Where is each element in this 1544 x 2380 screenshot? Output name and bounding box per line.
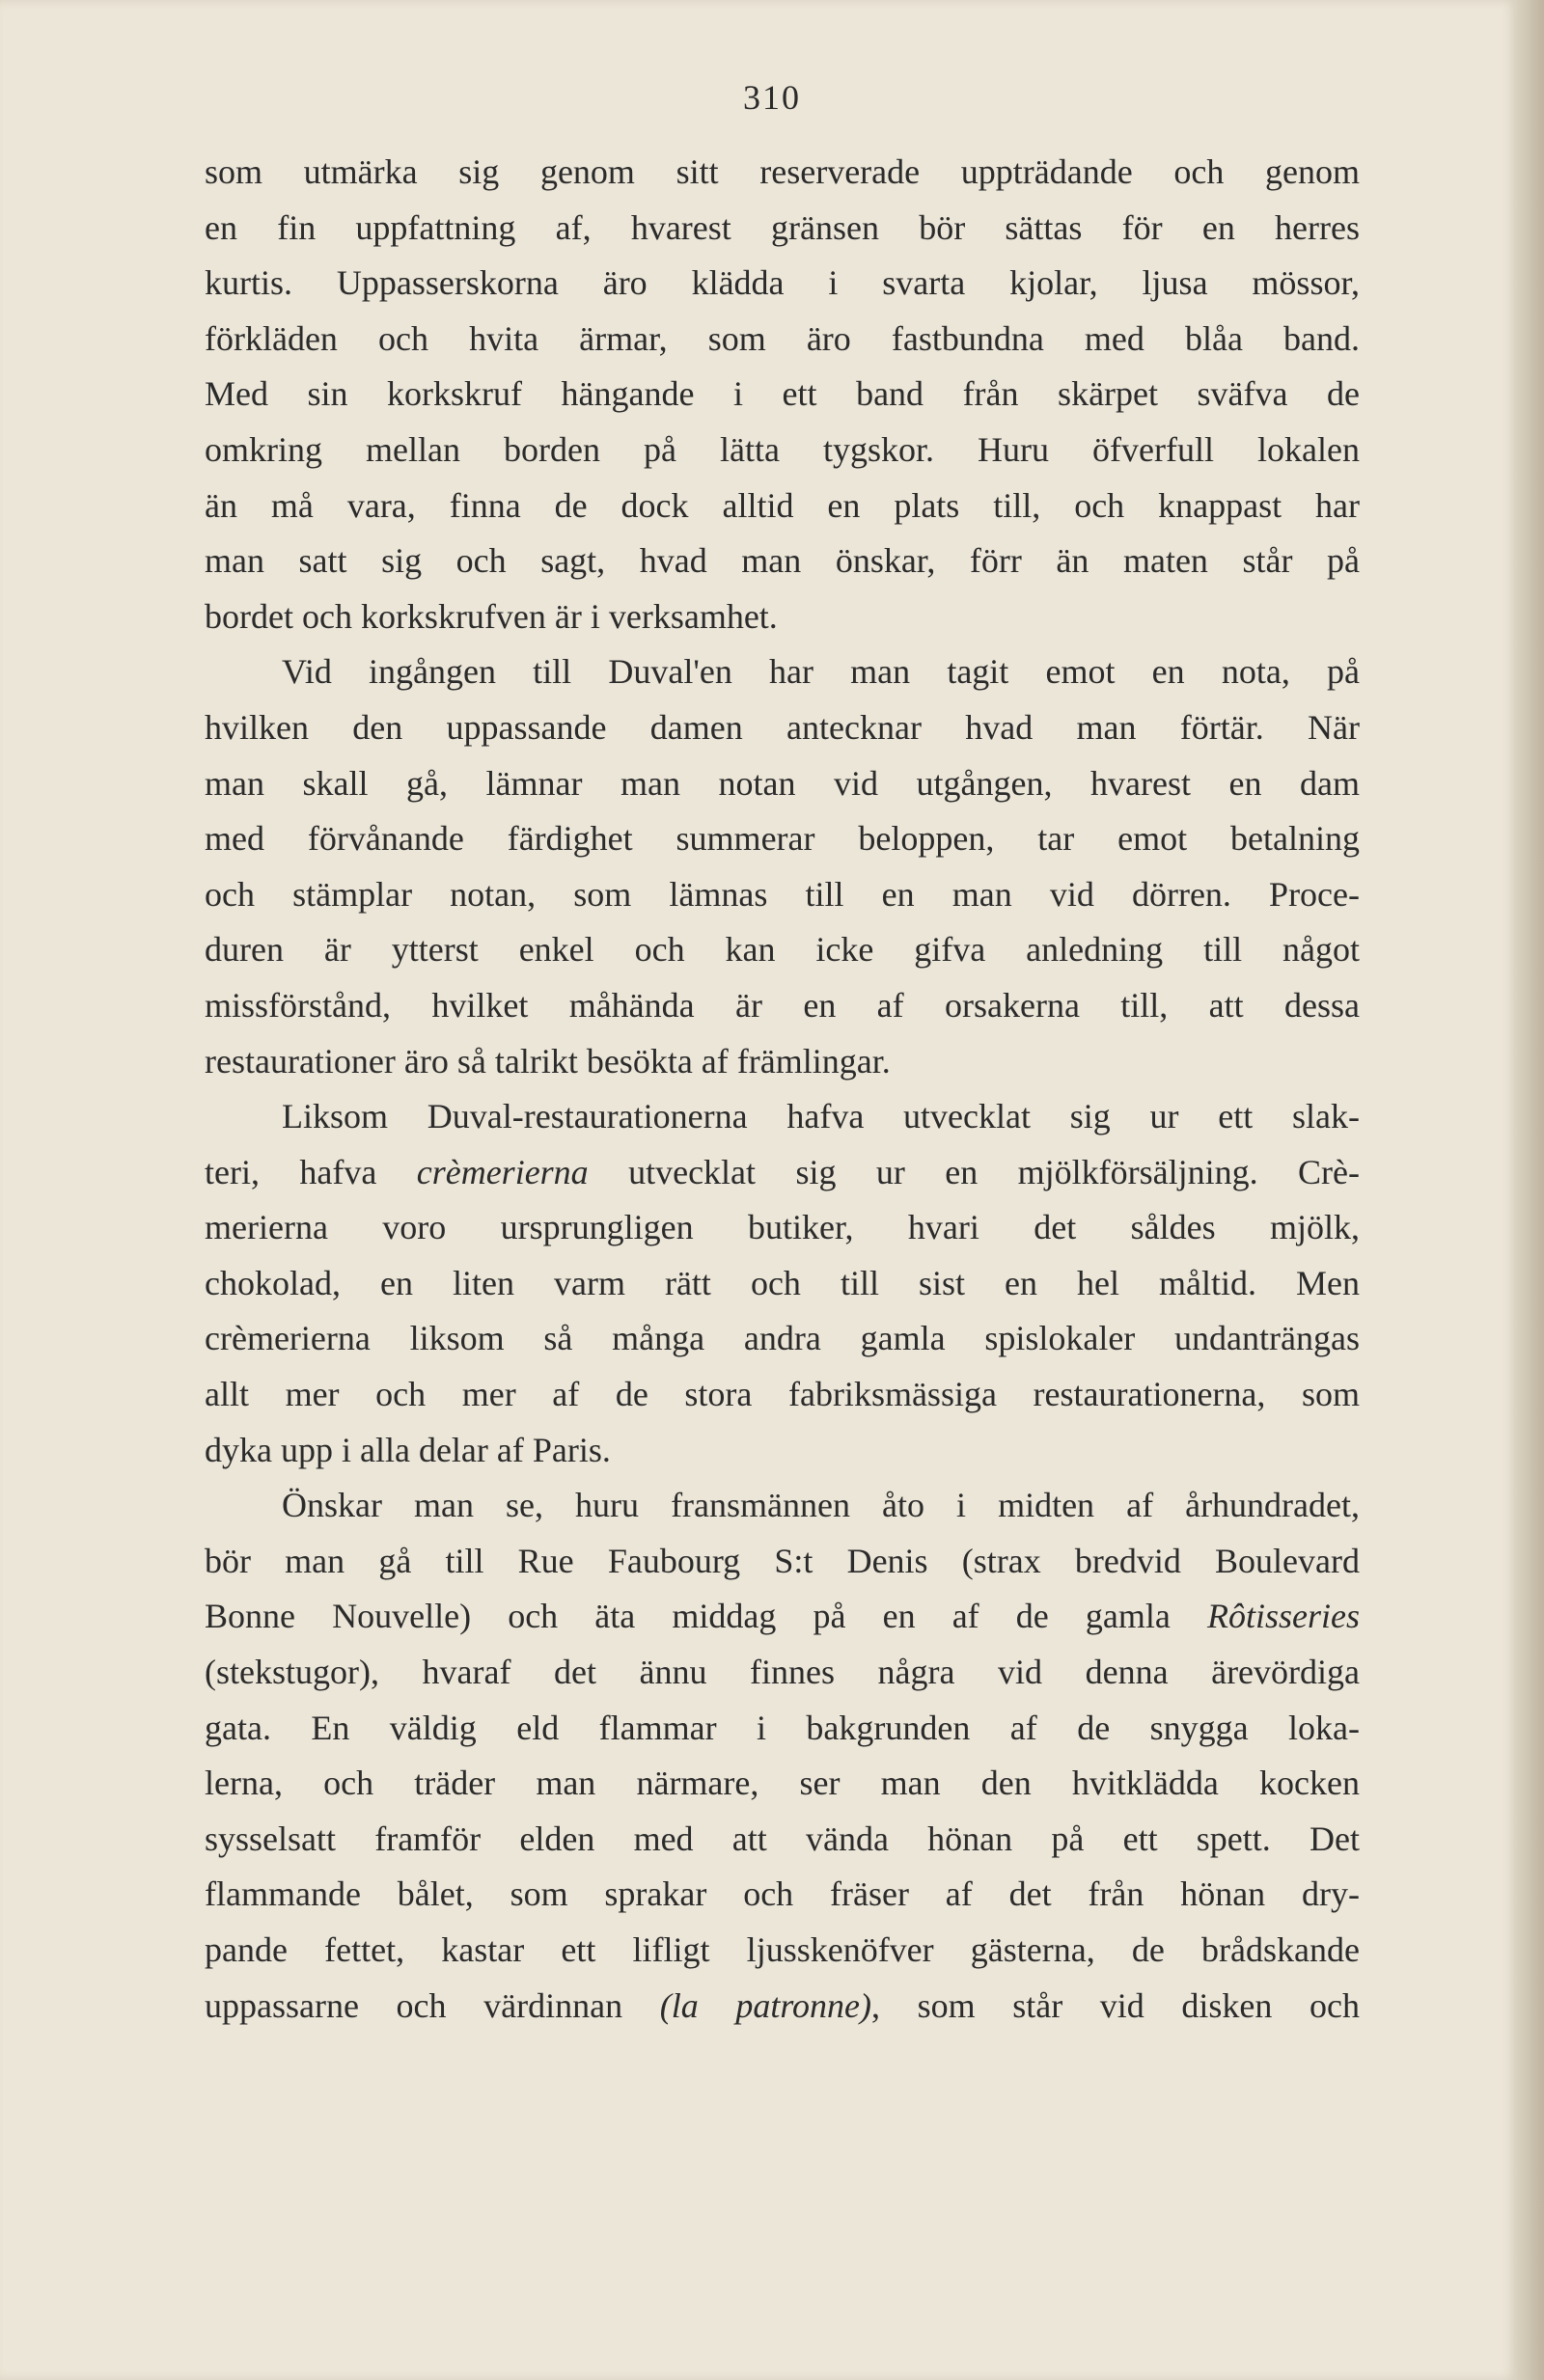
text-line [205, 1979, 1360, 2035]
text-line: Önskar man se, huru fransmännen åto i midten af århundradet, [282, 1486, 1360, 1525]
text-line: restaurationer äro så talrikt besökta af främlingar. [205, 1041, 891, 1081]
text-line: Liksom Duval-restaurationerna hafva utvecklat sig ur ett slak- [282, 1097, 1360, 1136]
text-line: förkläden och hvita ärmar, som äro fastbundna med blåa band. [205, 318, 1360, 358]
text-line: hvilken den uppassande damen antecknar hvad man förtär. När [205, 707, 1360, 747]
text-line: Med sin korkskruf hängande i ett band från skärpet sväfva de [205, 374, 1360, 414]
text-line: kurtis. Uppasserskorna äro klädda i svarta kjolar, ljusa mössor, [205, 263, 1360, 303]
text-line: missförstånd, hvilket måhända är en af orsakerna till, att dessa [205, 985, 1360, 1025]
scan-edge [1517, 0, 1544, 2380]
italic-term: (la patronne) [659, 1985, 871, 2025]
text-line: bordet och korkskrufven är i verksamhet. [205, 596, 778, 636]
text-line [205, 1145, 1360, 1201]
text-line: duren är ytterst enkel och kan icke gifva anledning till något [205, 930, 1360, 970]
body-text [205, 145, 1360, 2034]
text-line: (stekstugor), hvaraf det ännu finnes några vid denna ärevördiga [205, 1653, 1360, 1692]
text-segment: , som står vid disken och [870, 1985, 1360, 2025]
text-segment: utvecklat sig ur en mjölkförsäljning. Crè- [588, 1152, 1360, 1191]
text-line: gata. En väldig eld flammar i bakgrunden af de snygga loka- [205, 1708, 1360, 1747]
text-segment: uppassarne och värdinnan [205, 1985, 660, 2025]
italic-term: Rôtisseries [1207, 1597, 1360, 1636]
text-line: flammande bålet, som sprakar och fräser af det från hönan dry- [205, 1874, 1360, 1914]
text-line: bör man gå till Rue Faubourg S:t Denis (strax bredvid Boulevard [205, 1541, 1360, 1580]
text-segment: Bonne Nouvelle) och äta middag på en af de gamla [205, 1597, 1207, 1636]
text-line: man satt sig och sagt, hvad man önskar, förr än maten står på [205, 541, 1360, 581]
text-line: sysselsatt framför elden med att vända hönan på ett spett. Det [205, 1819, 1360, 1858]
text-line: dyka upp i alla delar af Paris. [205, 1430, 611, 1469]
page-number: 310 [743, 78, 801, 117]
text-line: som utmärka sig genom sitt reserverade uppträdande och genom [205, 152, 1360, 191]
text-line: och stämplar notan, som lämnas till en man vid dörren. Proce- [205, 874, 1360, 914]
text-line: en fin uppfattning af, hvarest gränsen bör sättas för en herres [205, 207, 1360, 247]
text-line: man skall gå, lämnar man notan vid utgången, hvarest en dam [205, 763, 1360, 803]
text-line: chokolad, en liten varm rätt och till sist en hel måltid. Men [205, 1263, 1360, 1302]
text-line: allt mer och mer af de stora fabriksmässiga restaurationerna, som [205, 1375, 1360, 1414]
text-line: omkring mellan borden på lätta tygskor. Huru öfverfull lokalen [205, 429, 1360, 469]
text-line: lerna, och träder man närmare, ser man den hvitklädda kocken [205, 1764, 1360, 1803]
text-line: Vid ingången till Duval'en har man tagit emot en nota, på [282, 652, 1360, 692]
text-line: merierna voro ursprungligen butiker, hvari det såldes mjölk, [205, 1208, 1360, 1247]
text-line [205, 1589, 1360, 1645]
text-line: pande fettet, kastar ett lifligt ljusskenöfver gästerna, de brådskande [205, 1930, 1360, 1969]
text-line: med förvånande färdighet summerar beloppen, tar emot betalning [205, 819, 1360, 859]
italic-term: crèmerierna [416, 1152, 589, 1191]
text-line: än må vara, finna de dock alltid en plats till, och knappast har [205, 485, 1360, 525]
text-segment: teri, hafva [205, 1152, 417, 1191]
text-line: crèmerierna liksom så många andra gamla spislokaler undanträngas [205, 1319, 1360, 1358]
